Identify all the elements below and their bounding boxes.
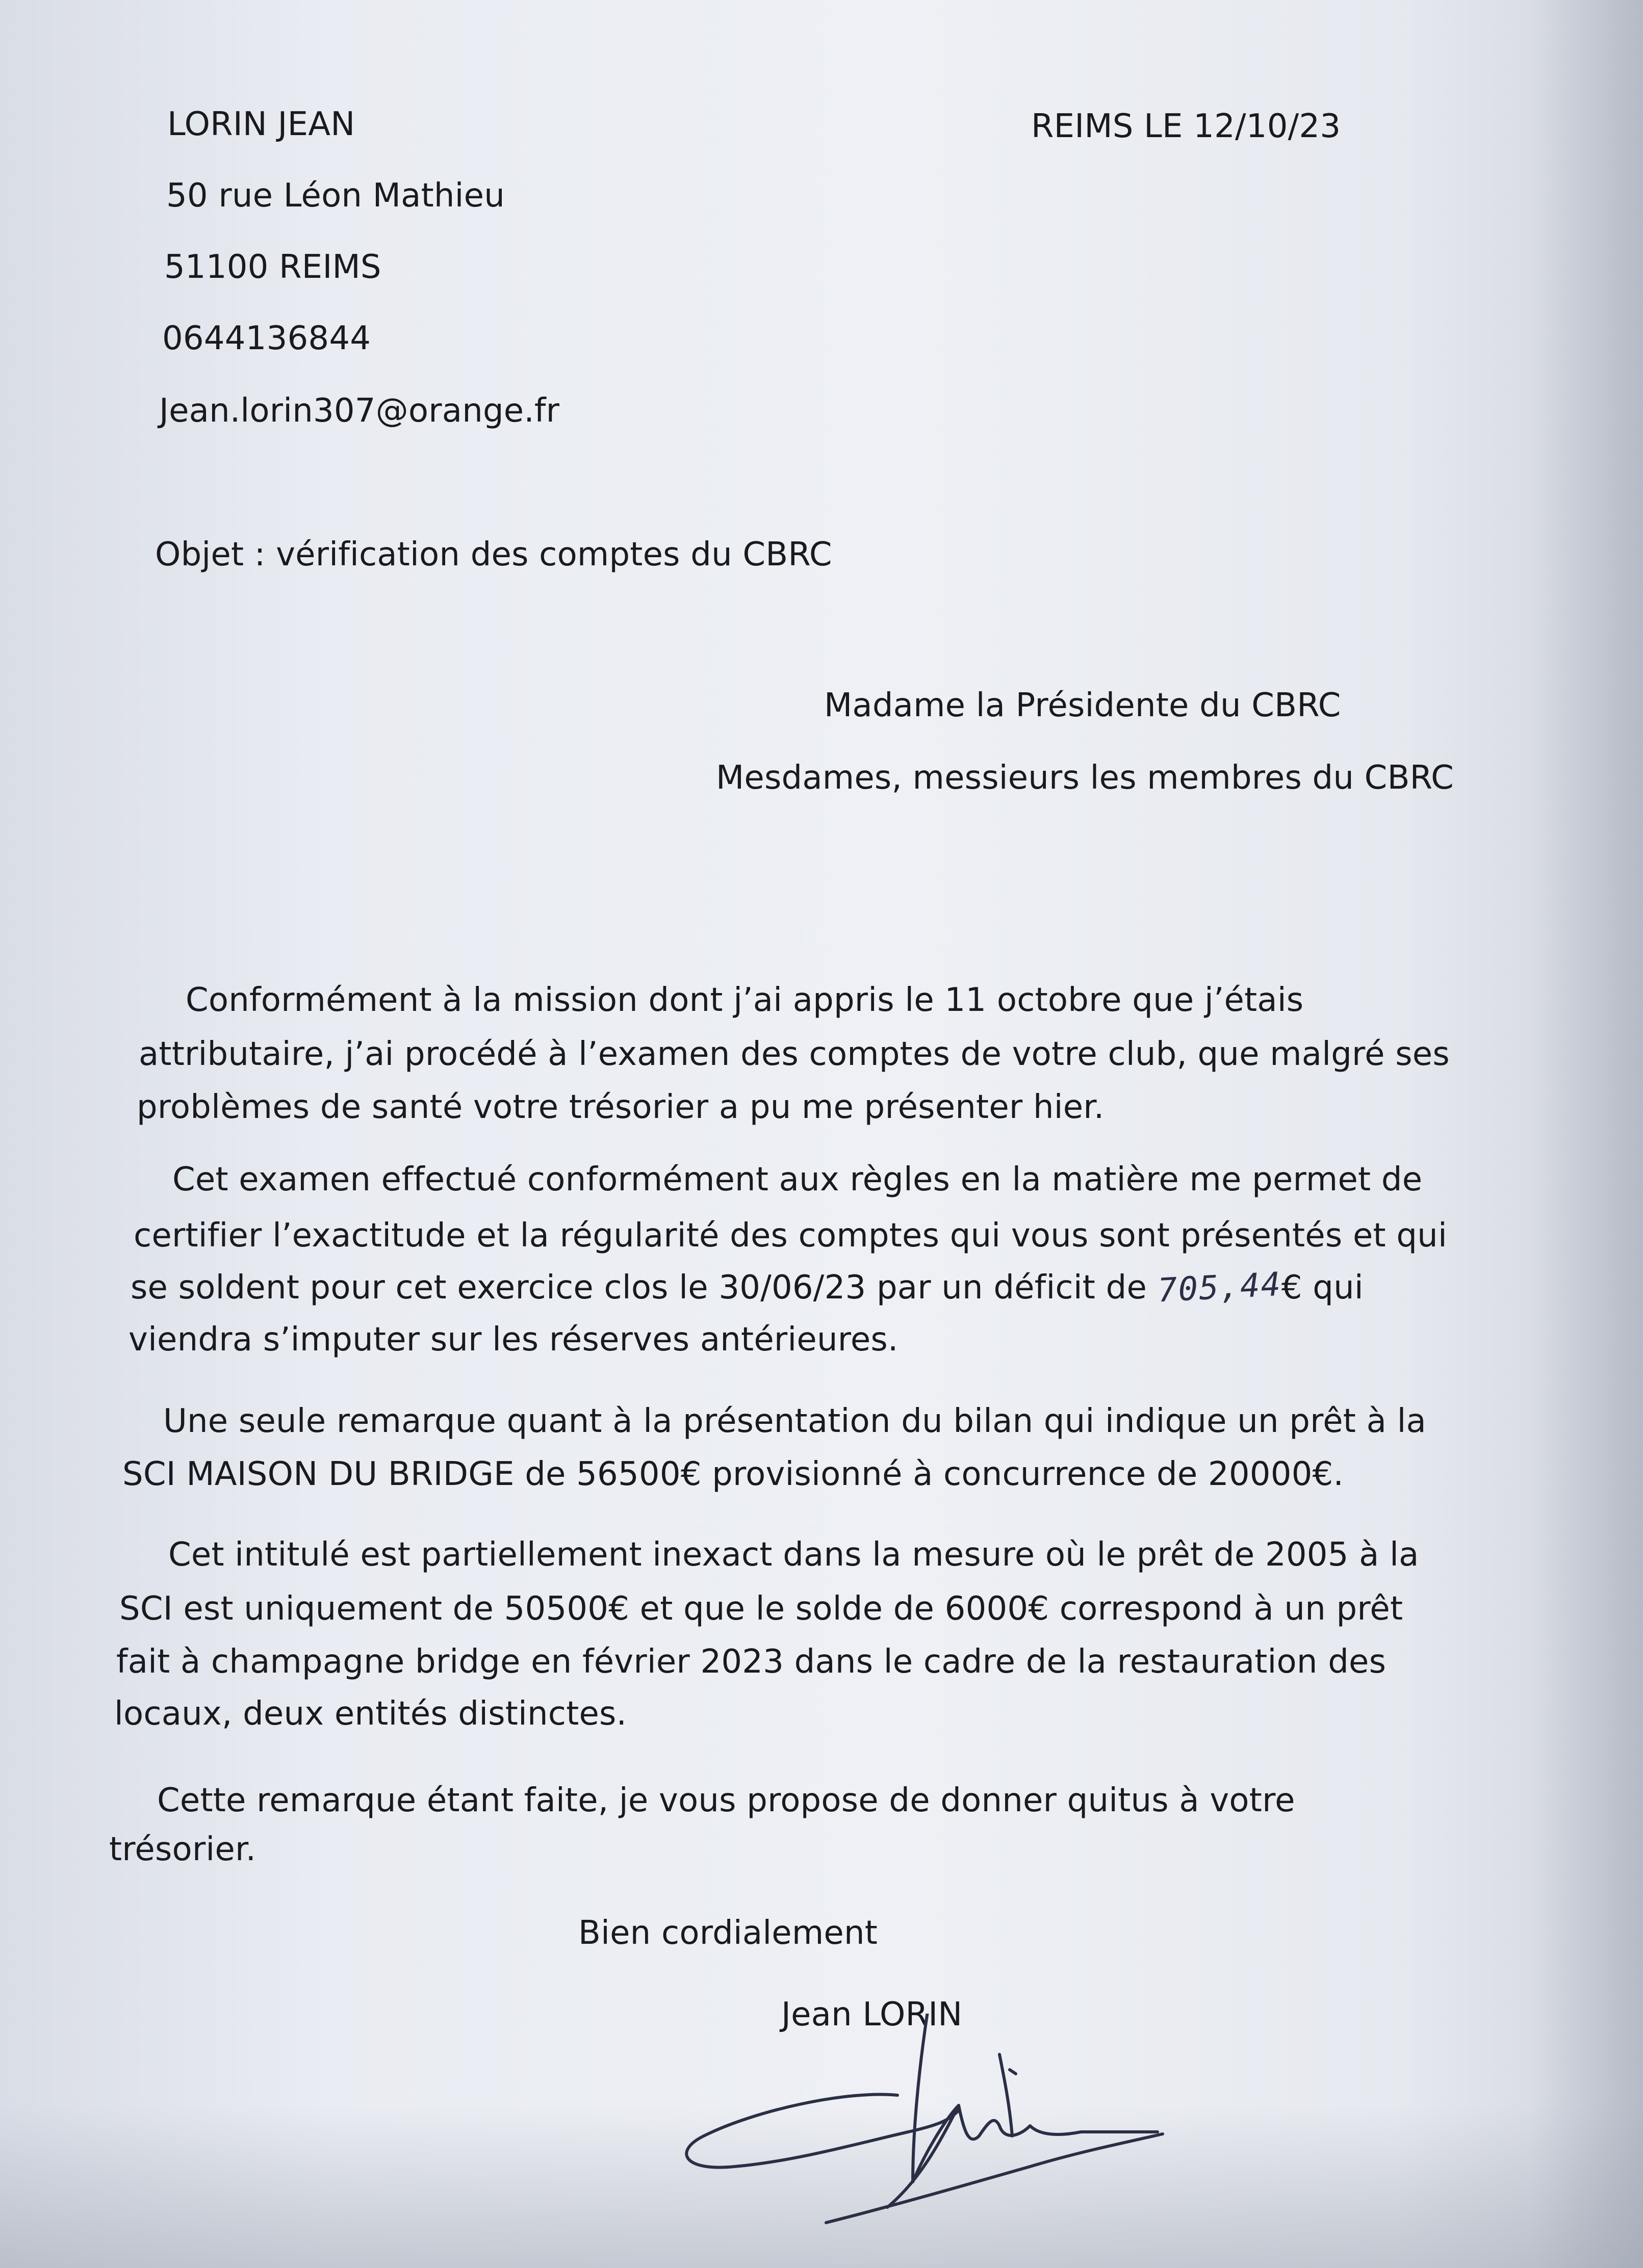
paragraph-line: Une seule remarque quant à la présentation du bilan qui indique un prêt à la	[163, 1402, 1426, 1440]
sender-street: 50 rue Léon Mathieu	[166, 177, 505, 215]
paragraph-line: locaux, deux entités distinctes.	[114, 1695, 627, 1733]
sender-phone: 0644136844	[162, 320, 371, 357]
deficit-sentence-end: € qui	[1281, 1269, 1364, 1307]
paragraph-line: Cette remarque étant faite, je vous propose de donner quitus à votre	[157, 1782, 1295, 1819]
paragraph-line: viendra s’imputer sur les réserves antérieures.	[129, 1321, 898, 1359]
paragraph-line: Conformément à la mission dont j’ai appris le 11 octobre que j’étais	[186, 981, 1304, 1019]
place-date: REIMS LE 12/10/23	[1031, 108, 1341, 145]
paragraph-line: Cet examen effectué conformément aux règles en la matière me permet de	[172, 1161, 1423, 1198]
paragraph-line: attributaire, j’ai procédé à l’examen des comptes de votre club, que malgré ses	[139, 1035, 1450, 1073]
sender-city: 51100 REIMS	[164, 248, 381, 286]
subject-line: Objet : vérification des comptes du CBRC	[155, 536, 832, 573]
paragraph-line: SCI est uniquement de 50500€ et que le solde de 6000€ correspond à un prêt	[119, 1590, 1403, 1628]
recipient-line-2: Mesdames, messieurs les membres du CBRC	[716, 759, 1454, 797]
closing-salutation: Bien cordialement	[578, 1914, 878, 1952]
deficit-sentence-start: se soldent pour cet exercice clos le 30/06/23 par un déficit de	[131, 1269, 1147, 1307]
paragraph-line: SCI MAISON DU BRIDGE de 56500€ provisionné à concurrence de 20000€.	[122, 1455, 1344, 1493]
paragraph-line	[131, 1265, 1364, 1310]
paragraph-line: Cet intitulé est partiellement inexact dans la mesure où le prêt de 2005 à la	[168, 1536, 1419, 1574]
paragraph-line: trésorier.	[109, 1831, 256, 1868]
handwritten-deficit-amount: 705,44	[1156, 1265, 1282, 1310]
signatory-name: Jean LORIN	[781, 1996, 963, 2034]
sender-name: LORIN JEAN	[167, 106, 355, 143]
paragraph-line: certifier l’exactitude et la régularité des comptes qui vous sont présentés et qui	[134, 1217, 1447, 1255]
sender-email: Jean.lorin307@orange.fr	[159, 392, 560, 430]
recipient-line-1: Madame la Présidente du CBRC	[824, 687, 1341, 724]
handwritten-signature	[673, 2014, 1183, 2228]
paragraph-line: problèmes de santé votre trésorier a pu me présenter hier.	[137, 1088, 1105, 1126]
paragraph-line: fait à champagne bridge en février 2023 dans le cadre de la restauration des	[116, 1643, 1387, 1681]
